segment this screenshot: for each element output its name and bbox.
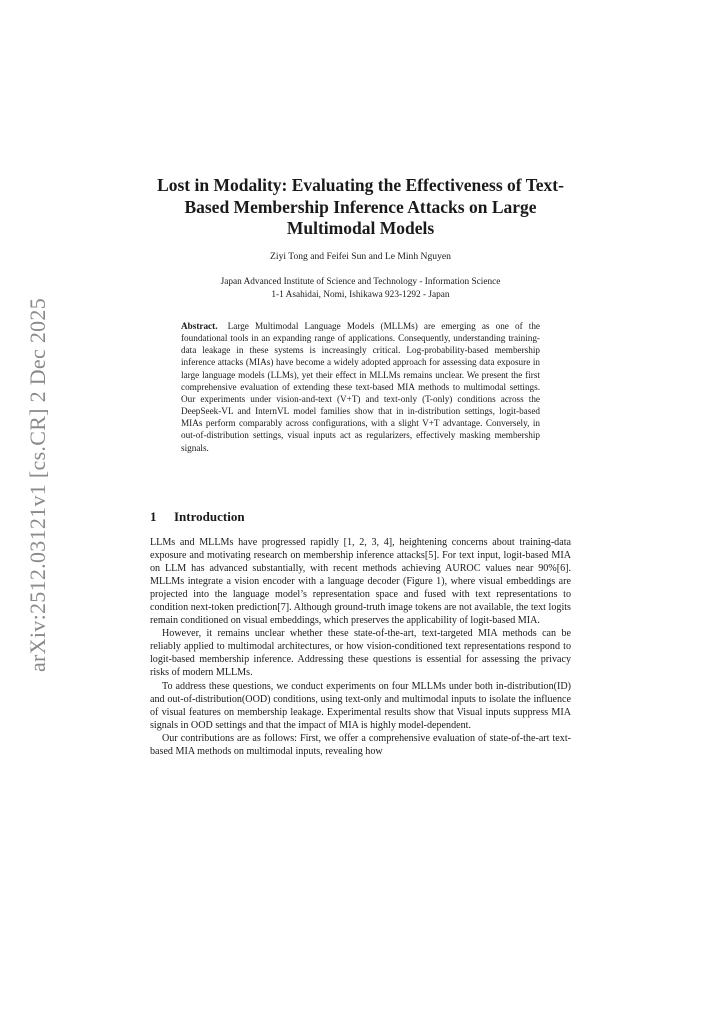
abstract [181, 320, 540, 454]
abstract-text: Large Multimodal Language Models (MLLMs) are emerging as one of the foundational tools in an expanding range of applications. Consequently, understanding training-data leakage in these systems is increasingly critical. Log-probability-based membership inference attacks (MIAs) have become a widely adopted approach for assessing data exposure in large language models (LLMs), yet their effect in MLLMs remains unclear. We present the first comprehensive evaluation of extending these text-based MIA methods to multimodal settings. Our experiments under vision-and-text (V+T) and text-only (T-only) conditions across the DeepSeek-VL and InternVL model families show that in in-distribution settings, logit-based MIAs perform comparably across configurations, with a slight V+T advantage. Conversely, in out-of-distribution settings, visual inputs act as regularizers, effectively masking membership signals. [181, 321, 540, 453]
paragraph: Our contributions are as follows: First, we offer a comprehensive evaluation of state-of-the-art text-based MIA methods on multimodal inputs, revealing how [150, 732, 571, 757]
paragraph: To address these questions, we conduct experiments on four MLLMs under both in-distribution(ID) and out-of-distribution(OOD) conditions, using text-only and multimodal inputs to isolate the influence of visual features on membership leakage. Experimental results show that Visual inputs suppress MIA signals in OOD settings and that the impact of MIA is highly model-dependent. [150, 680, 571, 731]
arxiv-identifier-text: arXiv:2512.03121v1 [cs.CR] 2 Dec 2025 [25, 297, 51, 673]
affiliation-line-2: 1-1 Asahidai, Nomi, Ishikawa 923-1292 - Japan [271, 290, 450, 300]
affiliation-line-1: Japan Advanced Institute of Science and Technology - Information Science [220, 277, 501, 287]
section-heading [150, 509, 571, 525]
paper-title: Lost in Modality: Evaluating the Effectiveness of Text-Based Membership Inference Attacks on Large Multimodal Models [157, 175, 564, 238]
affiliation [150, 276, 571, 302]
abstract-label: Abstract. [181, 321, 218, 331]
paragraph: LLMs and MLLMs have progressed rapidly [1, 2, 3, 4], heightening concerns about training-data exposure and motivating research on membership inference attacks[5]. For text input, logit-based MIA on LLM has advanced substantially, with recent methods achieving AUROC values near 90%[6]. MLLMs integrate a vision encoder with a language decoder (Figure 1), where visual embeddings are projected into the language model’s representation space and fused with text representations to condition next-token prediction[7]. Although ground-truth image tokens are not available, the text logits remain conditioned on visual embeddings, which preserves the applicability of logit-based MIA. [150, 537, 571, 627]
section-title: Introduction [174, 509, 245, 524]
arxiv-identifier [18, 297, 58, 673]
introduction-body [150, 536, 571, 758]
paragraph: However, it remains unclear whether these state-of-the-art, text-targeted MIA methods can be reliably applied to multimodal architectures, or how vision-conditioned text representations respond to logit-based membership inference. Addressing these questions is essential for assessing the privacy risks of modern MLLMs. [150, 628, 571, 679]
section-number: 1 [150, 509, 157, 524]
author-list: Ziyi Tong and Feifei Sun and Le Minh Nguyen [270, 251, 451, 262]
